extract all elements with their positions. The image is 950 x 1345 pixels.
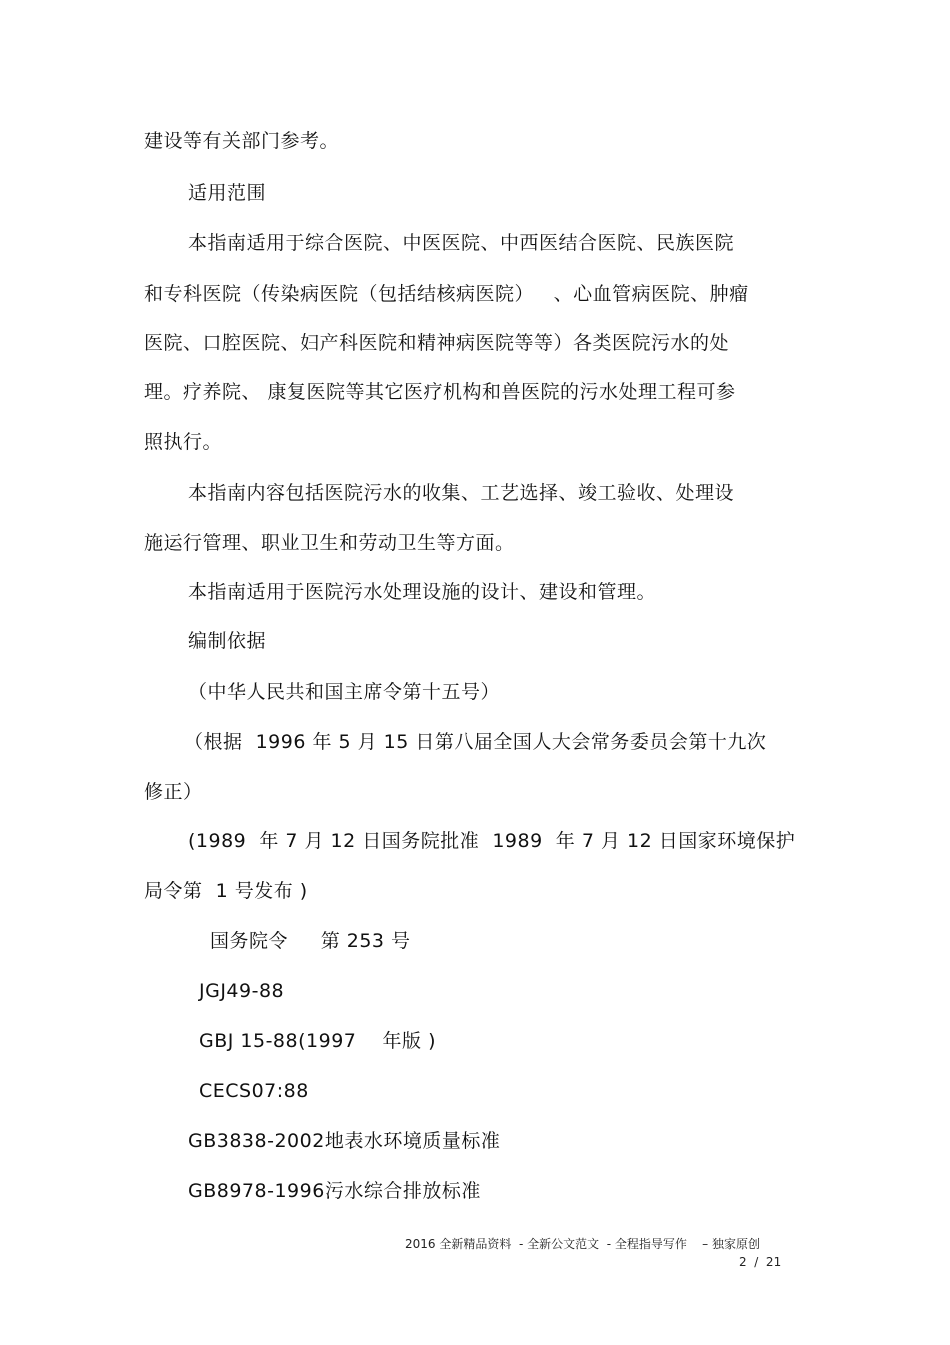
text-line: 照执行。	[144, 431, 223, 453]
reference-line: 国务院令 第 253 号	[210, 930, 411, 952]
reference-line: （根据 1996 年 5 月 15 日第八届全国人大会常务委员会第十九次	[184, 731, 767, 753]
text-line: 施运行管理、职业卫生和劳动卫生等方面。	[144, 532, 515, 554]
text-line: 本指南适用于综合医院、中医医院、中西医结合医院、民族医院	[188, 232, 735, 254]
text-line: 和专科医院（传染病医院（包括结核病医院） 、心血管病医院、肿瘤	[144, 283, 749, 305]
reference-line: GBJ 15-88(1997 年版 )	[199, 1030, 436, 1052]
reference-line: JGJ49-88	[199, 980, 285, 1002]
reference-line: 修正）	[144, 781, 203, 803]
reference-line: CECS07:88	[199, 1080, 309, 1102]
reference-line: (1989 年 7 月 12 日国务院批准 1989 年 7 月 12 日国家环境保护	[188, 830, 796, 852]
text-line: 医院、口腔医院、妇产科医院和精神病医院等等）各类医院污水的处	[144, 332, 730, 354]
text-line: 本指南适用于医院污水处理设施的设计、建设和管理。	[188, 581, 657, 603]
reference-line: （中华人民共和国主席令第十五号）	[188, 681, 501, 703]
section-heading: 适用范围	[188, 182, 267, 204]
reference-line: 局令第 1 号发布 )	[144, 880, 308, 902]
text-line: 建设等有关部门参考。	[144, 130, 340, 152]
reference-line: GB3838-2002地表水环境质量标准	[188, 1130, 501, 1152]
text-line: 本指南内容包括医院污水的收集、工艺选择、竣工验收、处理设	[188, 482, 735, 504]
page-number: 2 / 21	[739, 1255, 782, 1269]
reference-line: GB8978-1996污水综合排放标准	[188, 1180, 481, 1202]
text-line: 理。疗养院、 康复医院等其它医疗机构和兽医院的污水处理工程可参	[144, 381, 736, 403]
section-heading: 编制依据	[188, 630, 267, 652]
footer-text: 2016 全新精品资料 - 全新公文范文 - 全程指导写作 – 独家原创	[405, 1237, 760, 1251]
